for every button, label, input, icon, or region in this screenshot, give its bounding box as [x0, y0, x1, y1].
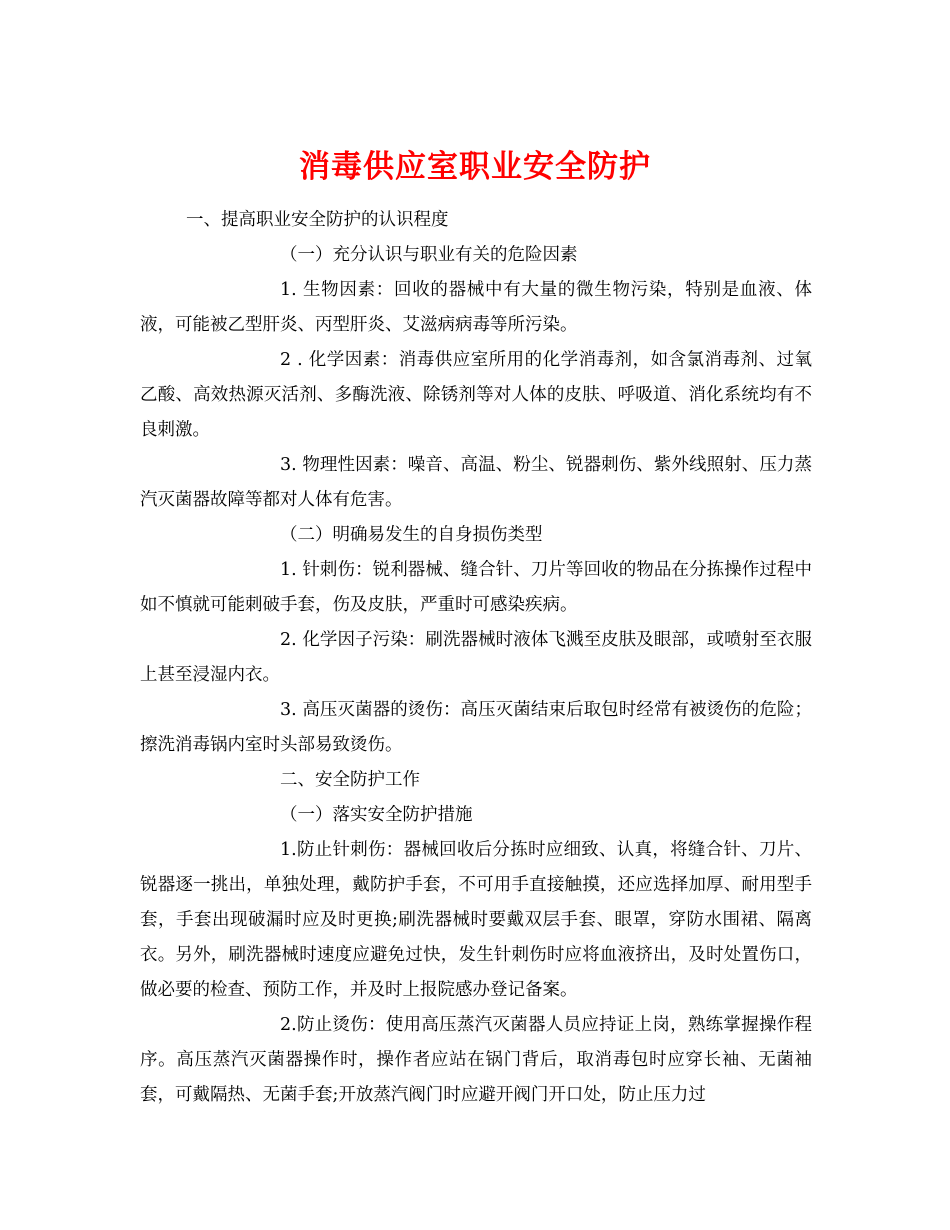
- body-paragraph: 2.防止烫伤：使用高压蒸汽灭菌器人员应持证上岗，熟练掌握操作程序。高压蒸汽灭菌器操作时，操作者应站在锅门背后，取消毒包时应穿长袖、无菌袖套，可戴隔热、无菌手套;开放蒸汽阀门时应避开阀门开口处，防止压力过: [140, 1015, 812, 1105]
- body-paragraph: 2 . 化学因素：消毒供应室所用的化学消毒剂，如含氯消毒剂、过氧乙酸、高效热源灭活剂、多酶洗液、除锈剂等对人体的皮肤、呼吸道、消化系统均有不良刺激。: [140, 350, 812, 440]
- section-heading: 二、安全防护工作: [280, 770, 420, 790]
- body-paragraph: 3. 物理性因素：噪音、高温、粉尘、锐器刺伤、紫外线照射、压力蒸汽灭菌器故障等都对人体有危害。: [140, 455, 812, 510]
- subsection-heading: （一）充分认识与职业有关的危险因素: [280, 245, 578, 265]
- body-paragraph: 1.防止针刺伤：器械回收后分拣时应细致、认真，将缝合针、刀片、锐器逐一挑出，单独处理，戴防护手套，不可用手直接触摸，还应选择加厚、耐用型手套，手套出现破漏时应及时更换;刷洗器械时要戴双层手套、眼罩，穿防水围裙、隔离衣。另外，刷洗器械时速度应避免过快，发生针刺伤时应将血液挤出，及时处置伤口，做必要的检查、预防工作，并及时上报院感办登记备案。: [140, 840, 812, 1000]
- section-heading: 一、提高职业安全防护的认识程度: [186, 210, 449, 230]
- body-paragraph: 2. 化学因子污染：刷洗器械时液体飞溅至皮肤及眼部，或喷射至衣服上甚至浸湿内衣。: [140, 630, 812, 685]
- document-title: 消毒供应室职业安全防护: [299, 148, 651, 185]
- body-paragraph: 3. 高压灭菌器的烫伤：高压灭菌结束后取包时经常有被烫伤的危险；擦洗消毒锅内室时头部易致烫伤。: [140, 700, 812, 755]
- subsection-heading: （一）落实安全防护措施: [280, 805, 473, 825]
- document-body: [140, 203, 812, 1113]
- body-paragraph: 1. 针刺伤：锐利器械、缝合针、刀片等回收的物品在分拣操作过程中如不慎就可能刺破手套，伤及皮肤，严重时可感染疾病。: [140, 560, 812, 615]
- body-paragraph: 1. 生物因素：回收的器械中有大量的微生物污染，特别是血液、体液，可能被乙型肝炎、丙型肝炎、艾滋病病毒等所污染。: [140, 280, 812, 335]
- subsection-heading: （二）明确易发生的自身损伤类型: [280, 525, 543, 545]
